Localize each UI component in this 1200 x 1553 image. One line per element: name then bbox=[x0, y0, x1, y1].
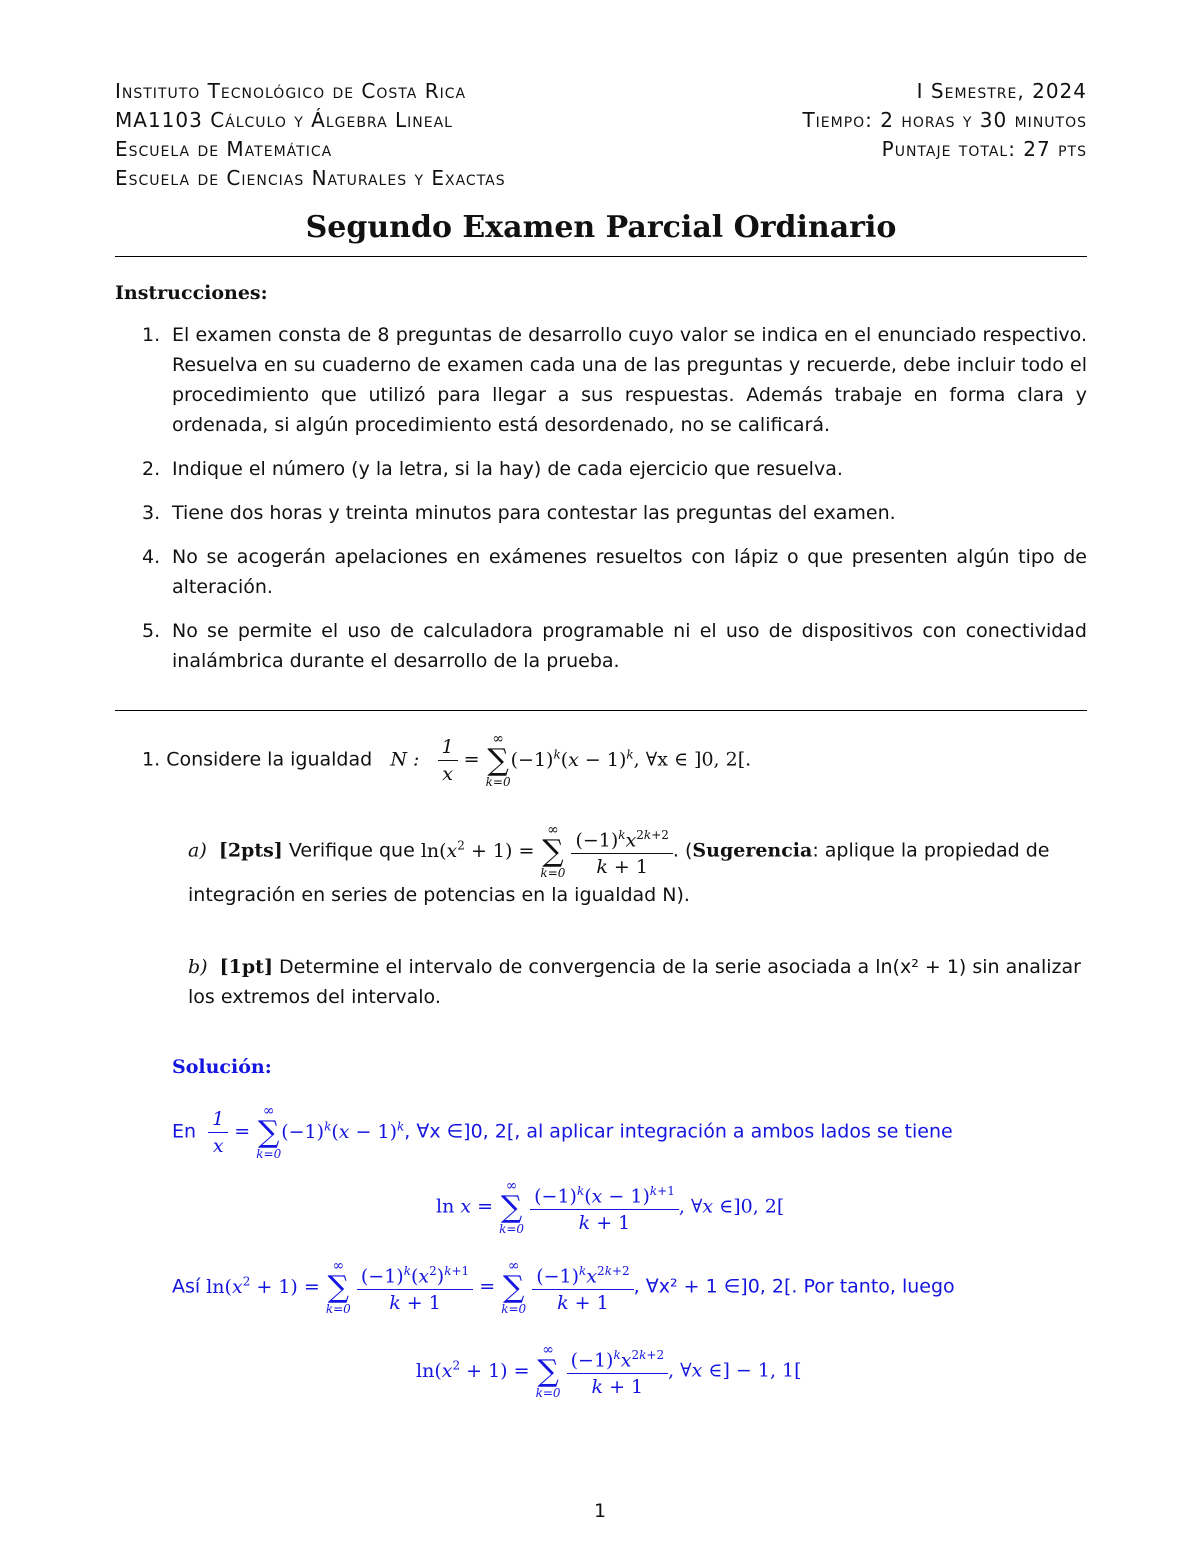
header-right bbox=[802, 77, 1087, 164]
exam-title: Segundo Examen Parcial Ordinario bbox=[305, 210, 897, 245]
solution-line-2: ln x = ∞ ∑ k=0 $\frac{(-1)^k(x - 1)^{k+1}}{k + 1}$ , ∀x ∈]0, 2[ bbox=[436, 1178, 785, 1237]
total-score: Puntaje total: 27 pts bbox=[881, 137, 1087, 161]
school-sciences: Escuela de Ciencias Naturales y Exactas bbox=[115, 166, 506, 190]
title-rule bbox=[115, 256, 1087, 257]
question-1b: b) [1pt] Determine el intervalo de convergencia de la serie asociada a ln(x² + 1) sin analizar los extremos del intervalo. bbox=[188, 956, 1081, 1008]
solution-line-3: Así $\ln(x^2 + 1)$ = ∞ ∑ k=0 $\frac{(-1)^k(x^2)^{k+1}}{k + 1}$ = ∞ ∑ k=0 $\frac{(-1)^kx^{2k+2}}{k + 1}$ , ∀x² + 1 ∈]0, 2[. Por tanto, luego bbox=[172, 1258, 955, 1317]
instruction-item: 5. No se permite el uso de calculadora programable ni el uso de dispositivos con conectividad inalámbrica durante el desarrollo de la prueba. bbox=[142, 620, 1087, 672]
solution-line-1: En $\frac{1}{x}$ = ∞ ∑ k=0 $(-1)^k(x - 1)^k$, ∀x ∈]0, 2[, al aplicar integración a ambos lados se tiene bbox=[172, 1103, 953, 1161]
solution-heading: Solución: bbox=[172, 1056, 272, 1078]
instruction-item: 2. Indique el número (y la letra, si la hay) de cada ejercicio que resuelva. bbox=[142, 458, 843, 480]
instruction-item: 3. Tiene dos horas y treinta minutos para contestar las preguntas del examen. bbox=[142, 502, 896, 524]
fraction-1-over-x: $\frac{1}{x}$ bbox=[438, 734, 458, 787]
school-math: Escuela de Matemática bbox=[115, 137, 333, 161]
question-1a: a) [2pts] Verifique que $\ln(x^2 + 1)$ = ∞ ∑ k=0 $\frac{(-1)^kx^{2k+2}}{k + 1}$ . (Sugerencia: aplique la propiedad de integración en series de potencias en la igualdad N). bbox=[188, 822, 1050, 907]
exam-time: Tiempo: 2 horas y 30 minutos bbox=[802, 108, 1087, 132]
instructions-list bbox=[115, 320, 1087, 690]
sum-symbol: ∞ ∑ k=0 bbox=[485, 731, 511, 789]
header-left bbox=[115, 77, 506, 193]
section-rule bbox=[115, 710, 1087, 711]
solution-line-4: $\ln(x^2 + 1)$ = ∞ ∑ k=0 $\frac{(-1)^kx^{2k+2}}{k + 1}$ , ∀x ∈] − 1, 1[ bbox=[416, 1342, 802, 1401]
question-1-statement: 1. Considere la igualdad N : $\frac{1}{x}$ = ∞ ∑ k=0 $(-1)^k(x - 1)^k$, ∀x ∈ ]0, 2[. bbox=[142, 731, 752, 789]
institution: Instituto Tecnológico de Costa Rica bbox=[115, 79, 467, 103]
semester: I Semestre, 2024 bbox=[916, 79, 1087, 103]
instruction-item: 4. No se acogerán apelaciones en exámenes resueltos con lápiz o que presenten algún tipo de alteración. bbox=[142, 546, 1087, 598]
page-number: 1 bbox=[593, 1500, 607, 1522]
instruction-item: 1. El examen consta de 8 preguntas de desarrollo cuyo valor se indica en el enunciado respectivo. Resuelva en su cuaderno de examen cada una de las preguntas y recuerde, debe incluir todo el procedimiento que utilizó para llegar a sus respuestas. Además trabaje en forma clara y ordenada, si algún procedimiento está desordenado, no se calificará. bbox=[142, 324, 1087, 436]
course: MA1103 Cálculo y Álgebra Lineal bbox=[115, 108, 453, 132]
instructions-heading: Instrucciones: bbox=[115, 282, 268, 304]
